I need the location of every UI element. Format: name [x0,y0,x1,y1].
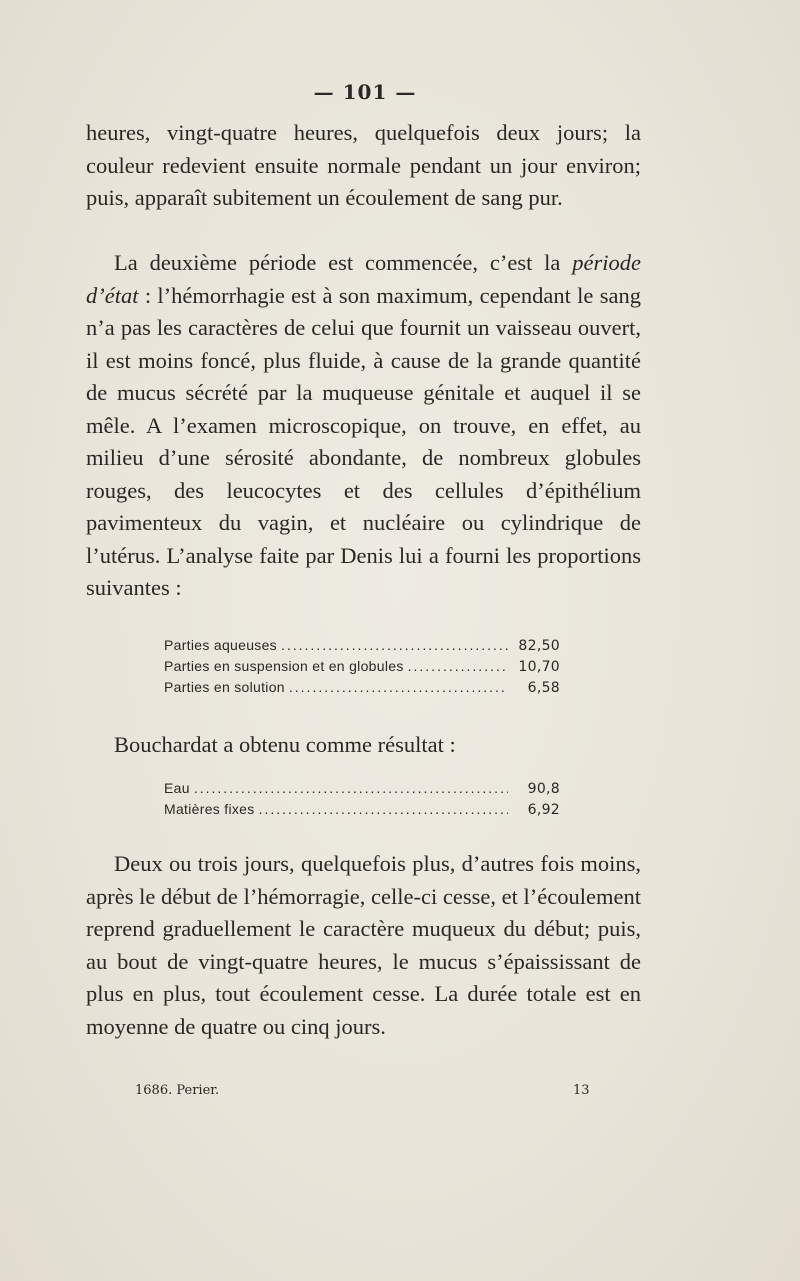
printer-signature: 1686. Perier. [135,1083,220,1098]
table-row [164,658,560,679]
table-row [164,637,560,658]
paragraph-1: heures, vingt-quatre heures, quelquefois deux jours; la couleur redevient ensuite normale pendant un jour environ; puis, apparaît subitement un écoulement de sang pur. [86,120,641,210]
paragraph-2 [86,247,641,605]
leader-dots [281,637,508,653]
table-row-label: Parties en solution [164,679,285,695]
analysis-table-bouchardat [164,780,560,822]
page-number: — 101 — [313,80,417,104]
paragraph-4: Deux ou trois jours, quelquefois plus, d’autres fois moins, après le début de l’hémorragie, celle-ci cesse, et l’écoulement reprend graduellement le caractère muqueux du début; puis, au bout de vingt-quatre heures, le mucus s’épaississant de plus en plus, tout écoulement cesse. La durée totale est en moyenne de quatre ou cinq jours. [86,851,641,1039]
leader-dots [194,780,508,796]
signature-line [0,1083,800,1103]
gathering-signature: 13 [573,1083,590,1098]
table-row-label: Eau [164,780,190,796]
leader-dots [408,658,508,674]
table-row-label: Parties en suspension et en globules [164,658,404,674]
paragraph-2-rest: : l’hémorrhagie est à son maximum, cependant le sang n’a pas les caractères de celui que fournit un vaisseau ouvert, il est moins foncé, plus fluide, à cause de la grande quantité de mucus sécrété par la muqueuse génitale et auquel il se mêle. A l’examen microscopique, on trouve, en effet, au milieu d’une sérosité abondante, de nombreux globules rouges, des leucocytes et des cellules d’épithélium pavimenteux du vagin, et nucléaire ou cylindrique de l’utérus. L’analyse faite par Denis lui a fourni les proportions suivantes : [86,282,641,600]
leader-dots [259,801,508,817]
table-row-value: 6,58 [527,680,560,696]
table-row-label: Parties aqueuses [164,637,277,653]
table-row [164,801,560,822]
table-row [164,679,560,700]
table-row-value: 90,8 [527,781,560,797]
table-row-value: 82,50 [518,638,560,654]
table-row-value: 6,92 [527,802,560,818]
table-row-label: Matières fixes [164,801,255,817]
leader-dots [289,679,508,695]
paragraph-2-italic: période d’état [86,250,641,308]
paragraph-2-start: La deuxième période est commencée, c’est la [114,250,573,275]
analysis-table-denis [164,637,560,700]
paragraph-3: Bouchardat a obtenu comme résultat : [114,732,456,757]
table-row-value: 10,70 [518,659,560,675]
table-row [164,780,560,801]
